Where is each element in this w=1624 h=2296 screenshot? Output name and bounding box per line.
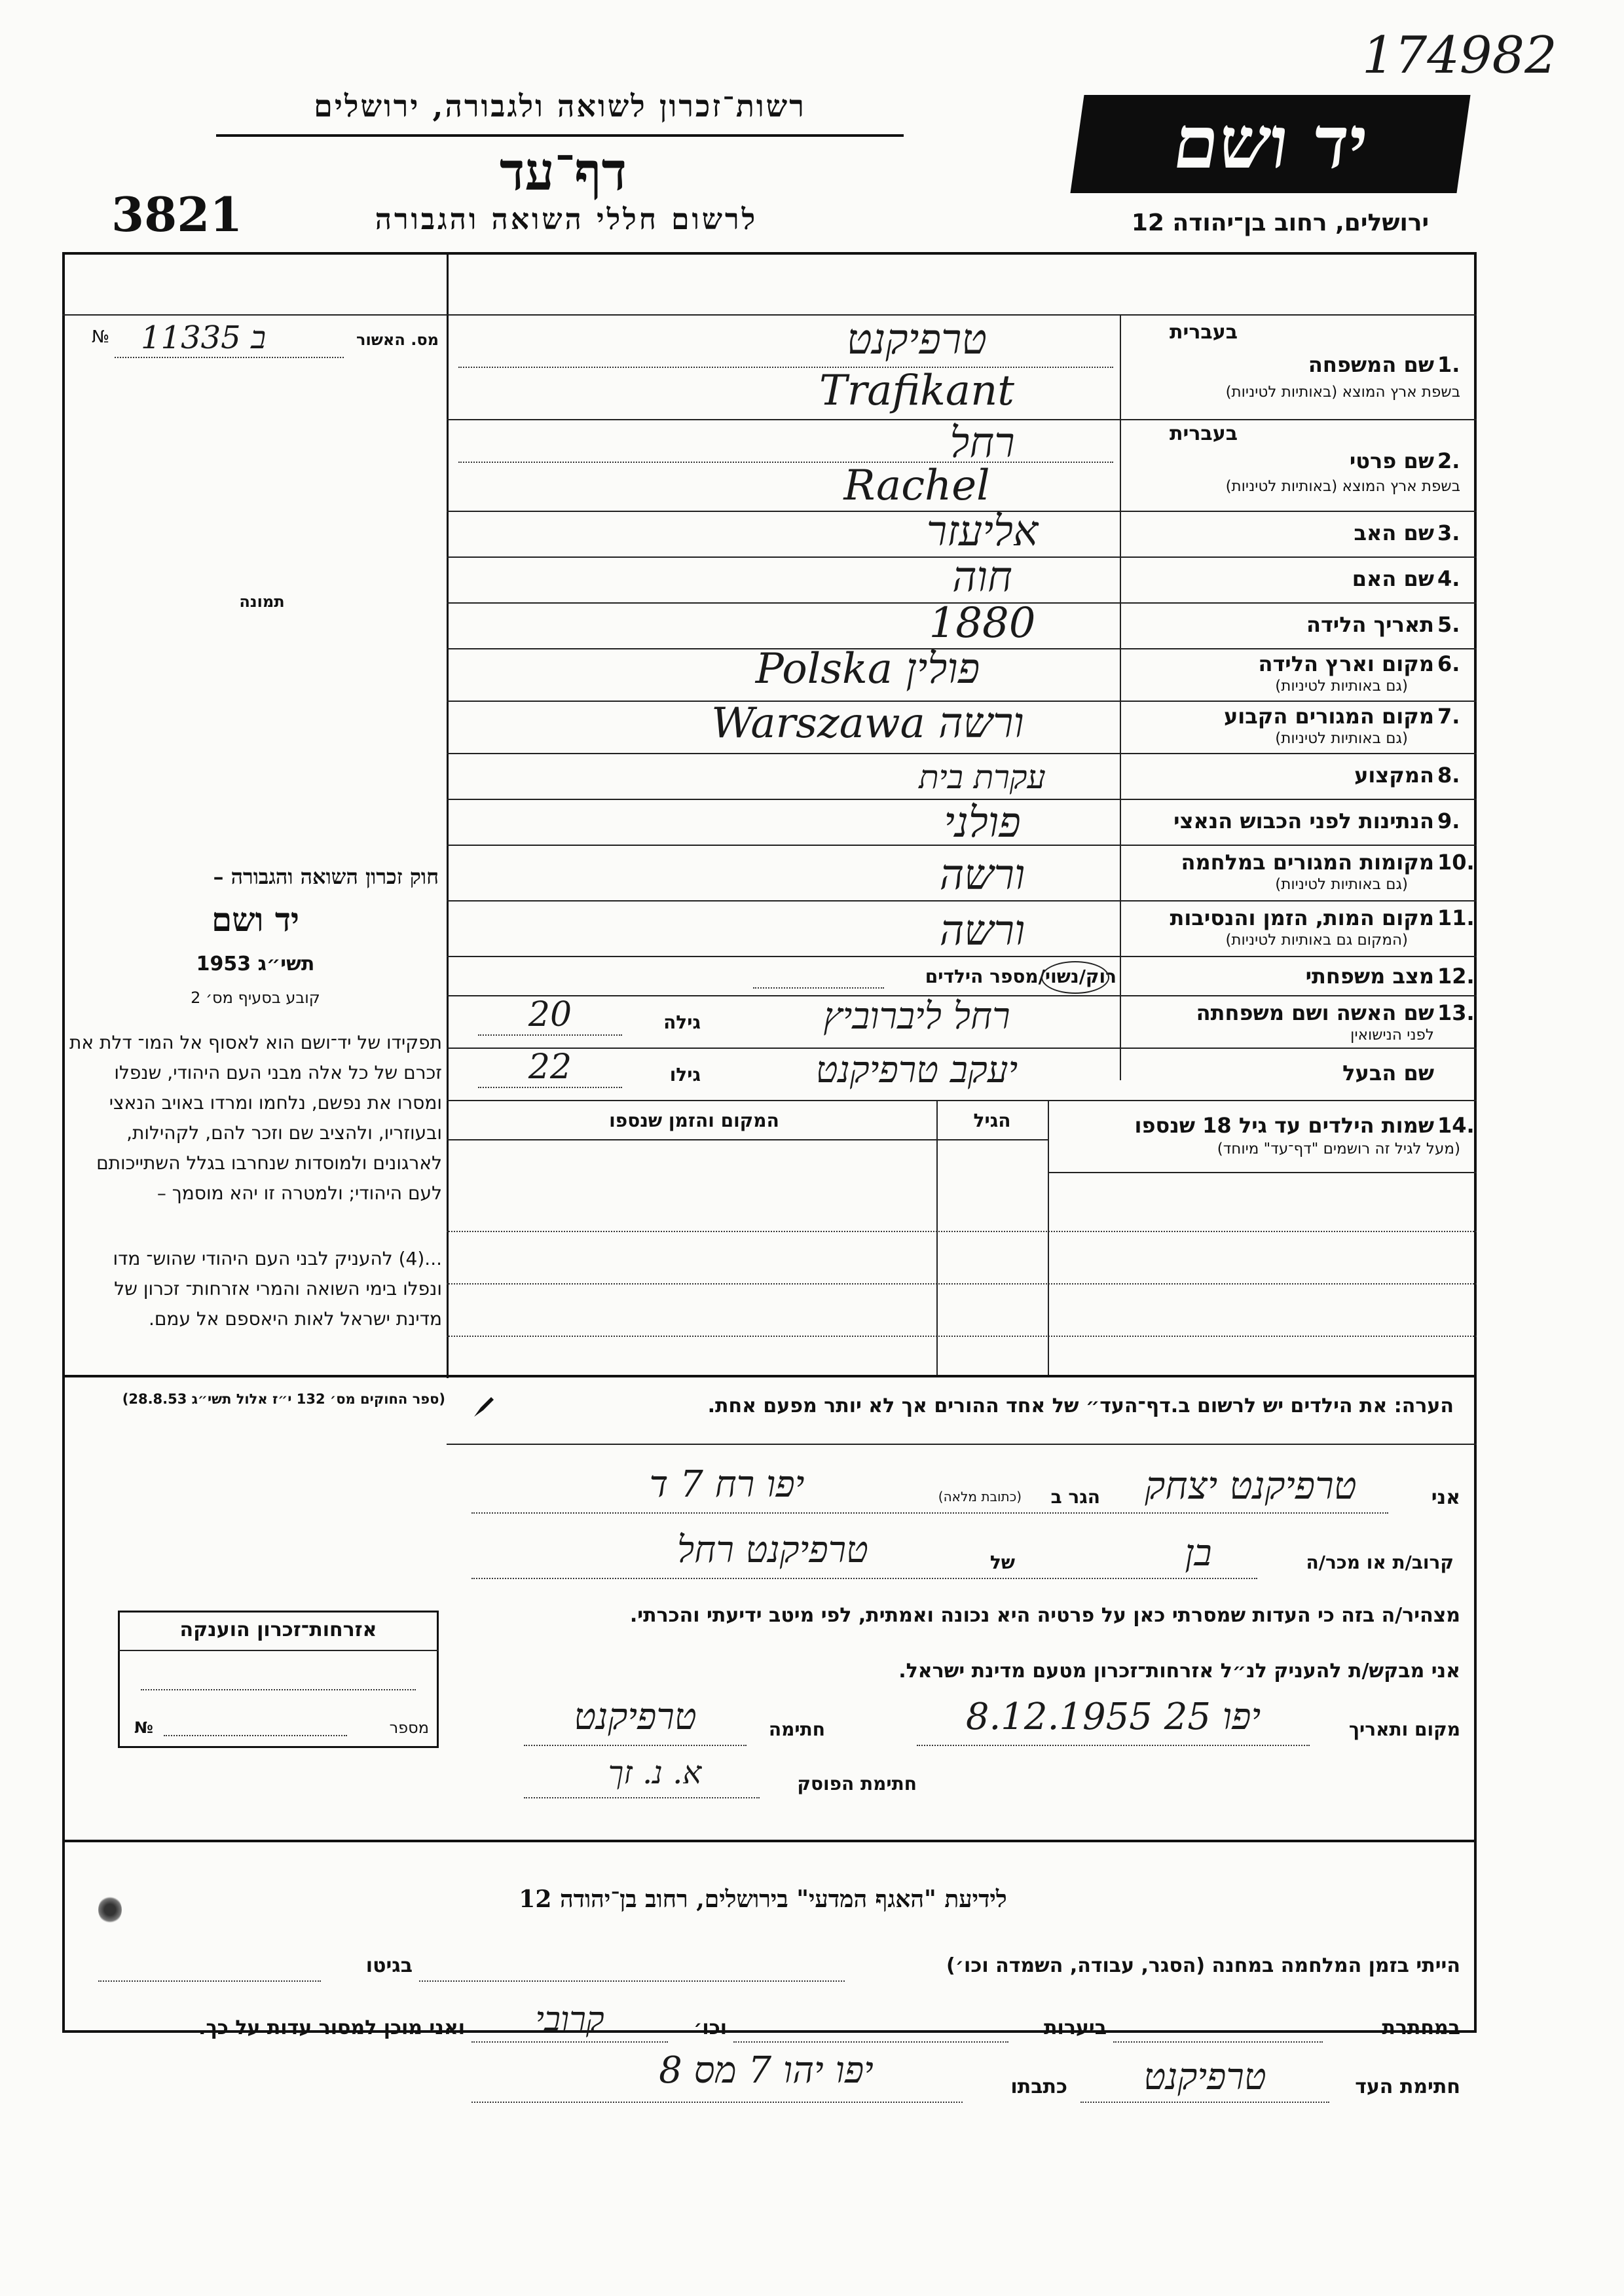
law-clause: קובע בסעיף מס׳ 2: [191, 989, 320, 1007]
wife-value: רחל ליברוביץ: [823, 995, 1010, 1038]
address: ירושלים, רחוב בן־יהודה 12: [1131, 210, 1430, 236]
row10-sub: (גם באותיות לטיניות): [1275, 876, 1408, 893]
decl-request: אני מבקש/ת להעניק לנ״ל אזרחות־זכרון מטעם מדינת ישראל.: [898, 1660, 1460, 1683]
row10-num: 10.: [1437, 850, 1475, 875]
info-line2-c: וכו׳: [693, 2016, 727, 2039]
row-line-10: [447, 900, 1477, 902]
row7-label: מקום המגורים הקבוע: [1223, 704, 1434, 729]
husband-label: שם הבעל: [1342, 1061, 1434, 1085]
row11-num: 11.: [1437, 905, 1475, 930]
decl-deceased-value: טרפיקנט רחל: [676, 1529, 868, 1571]
info-title: לידיעת "האגף המדעי" בירושלים, רחוב בן־יהודה 12: [519, 1886, 1007, 1913]
children-num: 14.: [1437, 1113, 1475, 1138]
decl-place-date-value: יפו 25 8.12.1955: [965, 1696, 1261, 1738]
husband-age-dotted: [478, 1087, 622, 1088]
info-line2-b: ביערות: [1044, 2016, 1107, 2039]
children-row-2: [447, 1283, 1477, 1285]
law-year: 1953: [196, 953, 251, 975]
row-line-7: [447, 753, 1477, 754]
row13-sub: לפני הנישואין: [1350, 1027, 1434, 1044]
law-text-2: ...(4) להעניק לבני העם היהודי שהוש־ מדו ונפלו בימי השואה והמרי אזרחות־ זכרון של מדינת ישראל לאות היאספם אל עמם.: [113, 1248, 442, 1330]
citizenship-line: [118, 1650, 439, 1651]
row2-sub: בשפת ארץ המוצא (באותיות לטיניות): [1225, 478, 1460, 495]
info-line2-dotted-3: [471, 2041, 668, 2043]
decl-place-date-label: מקום ותאריך: [1348, 1719, 1460, 1740]
husband-age: 22: [528, 1048, 572, 1087]
note-top-line: [62, 1375, 1477, 1377]
info-line3-sig: טרפיקנט: [1143, 2056, 1266, 2098]
row6-label: מקום וארץ הלידה: [1258, 651, 1434, 676]
archive-number: 174982: [1362, 26, 1557, 85]
info-line2-value: קרובי: [535, 2000, 604, 2039]
row2-hebrew-value: רחל: [950, 419, 1015, 467]
wife-age-label: גילה: [663, 1011, 701, 1033]
decl-signature-dotted: [524, 1745, 747, 1746]
logo-text: יד ושם: [1168, 100, 1373, 185]
decl-relation-value: בן: [1185, 1532, 1212, 1575]
pen-icon: [471, 1393, 498, 1419]
approval-value: 11335 ב: [141, 319, 267, 356]
decl-address-value: יפו רח 7 ד: [649, 1463, 805, 1506]
citizenship-no-sign: №: [134, 1719, 153, 1737]
row4-num: 4.: [1437, 566, 1460, 591]
info-line3-b: כתבתו: [1010, 2075, 1067, 2098]
row10-label: מקומות המגורים במלחמה: [1181, 850, 1434, 875]
row-line-11: [447, 956, 1477, 957]
info-line2-d: ואני מוכן למסור עדות על כך.: [198, 2016, 465, 2039]
law-year-label: תשי״ג: [257, 953, 315, 975]
row9-value: פולני: [944, 799, 1021, 847]
children-sub: (מעל לגיל זה רושמים "דף־עד" מיוחד): [1217, 1140, 1460, 1157]
law-source: (ספר החוקים מס׳ 132 י״ז אלול תשי״ג 28.8.53): [122, 1391, 445, 1407]
row1-label: שם המשפחה: [1308, 352, 1434, 377]
note-text: הערה: את הילדים יש לרשום ב.דף־העד״ של אחד ההורים אך לא יותר מפעם אחת.: [707, 1394, 1454, 1417]
decl-i-label: אני: [1431, 1486, 1460, 1509]
info-line1-a: הייתי בזמן המלחמה במחנה (הסגר, עבודה, השמדה וכו׳): [946, 1954, 1460, 1977]
row7-sub: (גם באותיות לטיניות): [1275, 730, 1408, 747]
citizenship-number-label: מספר: [389, 1719, 429, 1737]
decl-signature-label: חתימה: [768, 1719, 825, 1740]
fingerprint-icon: [98, 1895, 122, 1924]
law-name: יד ושם: [212, 900, 299, 939]
photo-label: תמונה: [239, 592, 285, 611]
row8-value: עקרת בית: [919, 758, 1046, 796]
law-text-1: תפקידו של יד־ושם הוא לאסוף אל המו־ דלת את זכרם של כל אלה מבני העם היהודי, שנפלו ומסרו את נפשם, נלחמו ומרדו באויב הנאצי ובעוזריו, ולהציב שם וזכר להם, לקהילות, לארגונים ולמוסדות שנחרבו בגלל השתייכותם לעם היהודי; ולמטרה זו יהא מוסמך –: [69, 1032, 442, 1204]
row12-num: 12.: [1437, 964, 1475, 989]
approval-label: מס. האשור: [356, 331, 439, 349]
note-bottom-line: [447, 1444, 1477, 1445]
children-header-line-left: [447, 1139, 1048, 1140]
approval-dotted-line: [115, 357, 344, 358]
row12-label: מצב משפחתי: [1305, 964, 1434, 989]
row6-sub: (גם באותיות לטיניות): [1275, 678, 1408, 695]
row6-num: 6.: [1437, 651, 1460, 676]
row13-num: 13.: [1437, 1000, 1475, 1025]
logo: [1070, 95, 1470, 193]
row11-sub: (המקום גם באותיות לטיניות): [1225, 932, 1408, 949]
info-line2-dotted-1: [1113, 2041, 1323, 2043]
form-title: דף־עד: [499, 141, 627, 202]
row2-label: שם פרטי: [1349, 448, 1434, 473]
row10-value: ורשה: [939, 851, 1025, 900]
row1-num: 1.: [1437, 352, 1460, 377]
children-col-line-1: [936, 1100, 938, 1375]
row8-num: 8.: [1437, 763, 1460, 788]
info-line1-b: בגיטו: [365, 1954, 413, 1977]
row12-children-dotted: [753, 987, 884, 989]
children-row-3: [447, 1336, 1477, 1337]
row13-label: שם האשה ושם משפחתה: [1196, 1000, 1434, 1025]
row7-num: 7.: [1437, 704, 1460, 729]
decl-address-hint: (כתובת מלאה): [938, 1489, 1022, 1504]
info-line1-dotted: [419, 1980, 845, 1982]
row1-latin-value: Trafikant: [819, 367, 1014, 415]
row6-value: Polska פולין: [755, 645, 980, 693]
husband-age-label: גילו: [669, 1064, 701, 1085]
info-top-line: [62, 1840, 1477, 1842]
citizenship-dotted-1: [141, 1689, 416, 1690]
row4-value: חוה: [952, 553, 1012, 602]
label-column-divider: [1120, 314, 1121, 1080]
info-line3-dotted-2: [471, 2102, 963, 2103]
info-line3-addr: יפו יהו 7 מס 8: [659, 2049, 874, 2092]
row-line-13b: [447, 1100, 1477, 1101]
decl-registrar-value: א. נ. זך: [608, 1755, 702, 1791]
info-line3-dotted-1: [1080, 2102, 1329, 2103]
row1-lang: בעברית: [1170, 321, 1238, 344]
row1-sub: בשפת ארץ המוצא (באותיות לטיניות): [1225, 384, 1460, 401]
row3-label: שם האב: [1354, 520, 1434, 545]
row5-num: 5.: [1437, 612, 1460, 637]
authority-title: רשות־זכרון לשואה ולגבורה, ירושלים: [314, 88, 806, 124]
row11-value: ורשה: [939, 907, 1025, 955]
declarant-name: טרפיקנט יצחק: [1145, 1463, 1357, 1508]
citizenship-dotted-2: [164, 1735, 347, 1736]
info-line3-a: חתימת העד: [1355, 2075, 1460, 2098]
decl-registrar-dotted: [524, 1797, 760, 1798]
children-col-age: הגיל: [973, 1110, 1011, 1131]
decl-registrar-label: חתימת הפוסק: [797, 1773, 917, 1795]
wife-age: 20: [528, 995, 572, 1034]
row5-value: 1880: [929, 599, 1036, 647]
row12-married-circle: [1041, 961, 1109, 994]
decl-resident-label: הגר ב: [1050, 1486, 1100, 1508]
row4-label: שם האם: [1352, 566, 1434, 591]
row12-status-options: רוק/נשוי/מספר הילדים: [925, 966, 1116, 987]
info-line2-a: במחתרת: [1382, 2016, 1460, 2039]
decl-statement: מצהיר/ה בזה כי העדות שמסרתי כאן על פרטיה היא נכונה ואמתית, לפי מיטב ידיעתי והכרתי.: [629, 1604, 1460, 1627]
info-line2-dotted-2: [733, 2041, 1008, 2043]
children-label: שמות הילדים עד גיל 18 שנספו: [1134, 1113, 1434, 1138]
form-subtitle: לרשום חללי השואה והגבורה: [375, 203, 758, 236]
row2-num: 2.: [1437, 448, 1460, 473]
row7-value: Warszawa ורשה: [711, 699, 1024, 748]
row3-num: 3.: [1437, 520, 1460, 545]
decl-place-date-dotted: [917, 1745, 1310, 1746]
approval-no-sign: №: [92, 327, 110, 347]
law-title: חוק זכרון השואה והגבורה –: [213, 864, 439, 889]
children-col-line-2: [1048, 1100, 1049, 1375]
info-line1-dotted-2: [98, 1980, 321, 1982]
left-column-divider: [447, 252, 449, 1378]
row2-latin-value: Rachel: [843, 462, 990, 510]
row11-label: מקום המות, הזמן והנסיבות: [1170, 905, 1434, 930]
row1-hebrew-value: טרפיקנט: [846, 316, 987, 364]
row5-label: תאריך הלידה: [1306, 612, 1434, 637]
children-row-1: [447, 1231, 1477, 1232]
wife-age-dotted: [478, 1034, 622, 1036]
row2-lang: בעברית: [1170, 422, 1238, 445]
decl-line-2: [471, 1578, 1257, 1579]
children-col-place: המקום והזמן שנספו: [609, 1110, 779, 1131]
law-year-line: [72, 953, 439, 975]
citizenship-box-title: אזרחות־זכרון הוענקה: [179, 1618, 377, 1641]
row9-num: 9.: [1437, 809, 1460, 833]
title-underline: [216, 134, 904, 137]
decl-of-label: של: [989, 1552, 1015, 1573]
row3-value: אליעזר: [926, 507, 1039, 556]
row9-label: הנתינות לפני הכבוש הנאצי: [1173, 809, 1434, 833]
row8-label: המקצוע: [1354, 763, 1434, 788]
husband-value: יעקב טרפיקנט: [815, 1049, 1018, 1091]
stamp-number: 3821: [111, 187, 243, 242]
decl-relation-label: קרוב/ת או מכר/ה: [1306, 1552, 1454, 1573]
children-header-line-right: [1048, 1172, 1477, 1173]
decl-line-1: [471, 1512, 1388, 1514]
decl-signature-value: טרפיקנט: [574, 1696, 697, 1738]
